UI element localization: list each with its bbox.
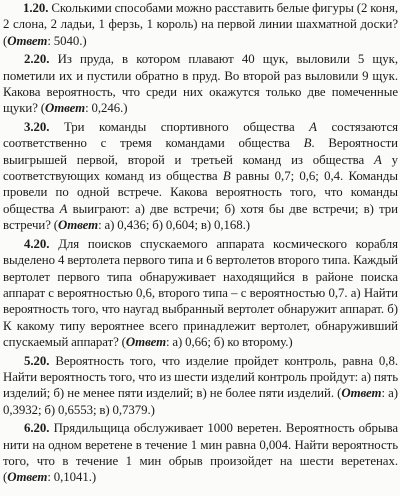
problem-text: равны 0,7; 0,6; 0,4. Команды провели по одной встрече. Какова вероятность того, что команды общества	[3, 169, 398, 216]
problem-text: Вероятность того, что изделие пройдет контроль, равна 0,8. Найти вероятность того, что из шести изделий контроль пройдут: а) пять изделий; б) не менее пяти изделий; в) не более пяти изделий. (	[3, 353, 398, 401]
problem-2-20	[3, 51, 398, 117]
problem-text: . Вероятности выигрышей первой, второй и третьей команд из общества	[3, 136, 398, 167]
problem-4-20	[3, 236, 398, 351]
problem-text: у соответствующих команд из общества	[3, 152, 398, 184]
answer-value: : 5040.)	[47, 33, 87, 48]
society-b-label: B	[222, 169, 231, 184]
answer-value: : а) 0,3932; б) 0,6553; в) 0,7379.)	[3, 386, 398, 417]
answer-value: : а) 0,66; б) ко второму.)	[166, 335, 293, 350]
answer-label: Ответ	[341, 386, 382, 401]
problem-text: выиграют: а) две встречи; б) хотя бы две встречи; в) три встречи? (	[3, 201, 398, 233]
answer-label: Ответ	[7, 33, 48, 48]
problem-text: Три команды спортивного общества	[64, 119, 310, 134]
answer-value: : 0,1041.)	[47, 470, 97, 485]
society-a-label: A	[309, 119, 317, 134]
society-b-label: B	[303, 136, 312, 151]
problem-6-20	[3, 420, 398, 486]
problem-number: 1.20.	[23, 1, 49, 15]
answer-value: : 0,246.)	[85, 101, 128, 116]
society-a-label: A	[59, 201, 68, 216]
problem-number: 2.20.	[24, 52, 50, 67]
problem-number: 6.20.	[24, 421, 50, 436]
problem-number: 3.20.	[24, 119, 50, 134]
problem-5-20	[3, 353, 398, 419]
answer-label: Ответ	[44, 101, 86, 116]
problem-number: 5.20.	[24, 353, 50, 368]
answer-label: Ответ	[57, 218, 99, 233]
problem-text: состязаются соответственно с тремя командами общества	[3, 119, 398, 151]
answer-label: Ответ	[125, 335, 167, 350]
problem-text: Для поисков спускаемого аппарата космического корабля выделено 4 вертолета первого типа и 6 вертолетов второго типа. Каждый вертолет первого типа обнаруживает находящийся в районе поиска аппарат с вероятностью 0,6, второго типа – с вероятностью 0,7. а) Найти вероятность того, что наугад выбранный вертолет обнаружит аппарат. б) К какому типу вероятнее всего принадлежит вертолет, обнаруживший спускаемый аппарат? (	[3, 236, 398, 350]
problem-text: Прядильщица обслуживает 1000 веретен. Вероятность обрыва нити на одном веретене в течение 1 мин равна 0,004. Найти вероятность того, что в течение 1 мин обрыв произойдет на шести веретенах. (	[3, 421, 398, 485]
problem-1-20	[3, 0, 398, 49]
problem-text: Сколькими способами можно расставить белые фигуры (2 коня, 2 слона, 2 ладьи, 1 ферзь, 1 король) на первой линии шахматной доски? (	[3, 1, 398, 48]
answer-label: Ответ	[7, 470, 48, 485]
problem-3-20	[3, 119, 398, 234]
problem-text: Из пруда, в котором плавают 40 щук, выловили 5 щук, пометили их и пустили обратно в пруд. Во второй раз выловили 9 щук. Какова вероятность, что среди них окажутся только две помеченные щуки? (	[3, 52, 398, 116]
problem-number: 4.20.	[24, 236, 50, 251]
answer-value: : а) 0,436; б) 0,604; в) 0,168.)	[98, 218, 250, 233]
society-a-label: A	[373, 152, 382, 167]
